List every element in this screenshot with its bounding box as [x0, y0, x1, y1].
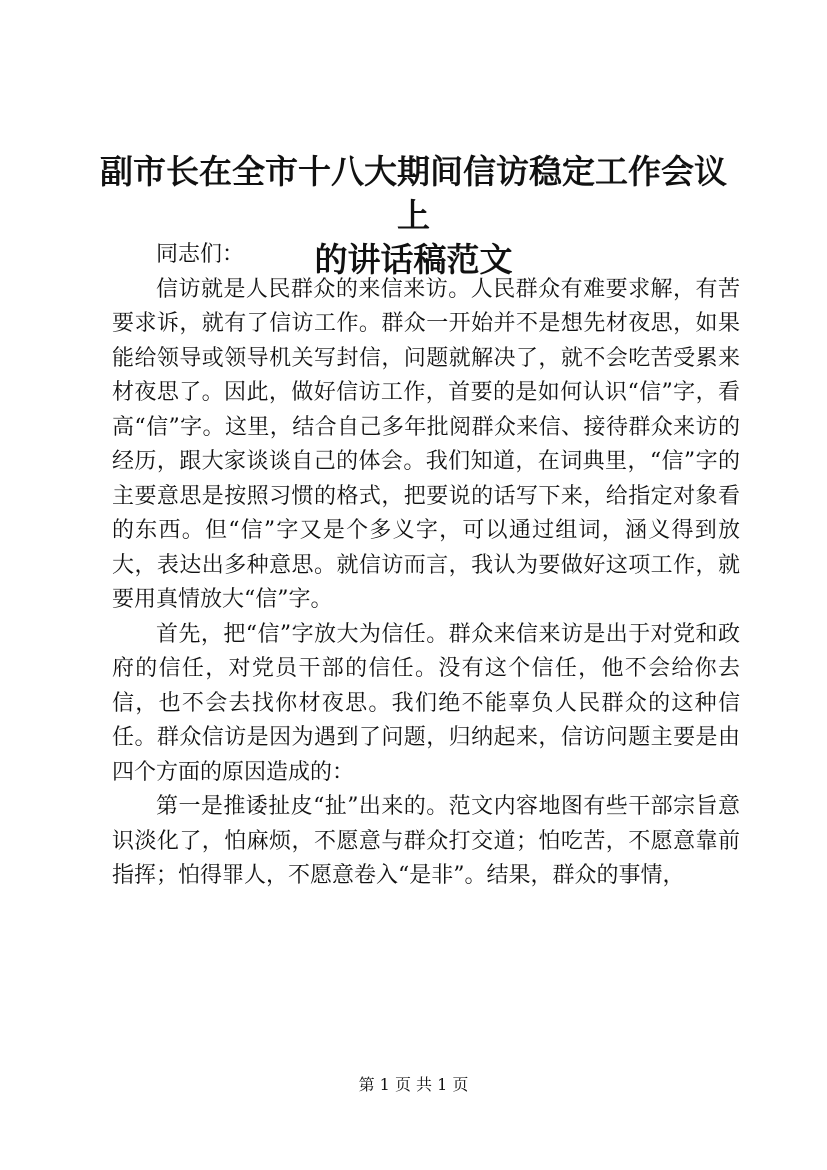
- body-paragraph-1: 信访就是人民群众的来信来访。人民群众有难要求解，有苦要求诉，就有了信访工作。群众一开始并不是想先材夜思，如果能给领导或领导机关写封信，问题就解决了，就不会吃苦受累来材夜思了。因此，做好信访工作，首要的是如何认识“信”字，看高“信”字。这里，结合自己多年批阅群众来信、接待群众来访的经历，跟大家谈谈自己的体会。我们知道，在词典里，“信”字的主要意思是按照习惯的格式，把要说的话写下来，给指定对象看的东西。但“信”字又是个多义字，可以通过组词，涵义得到放大，表达出多种意思。就信访而言，我认为要做好这项工作，就要用真情放大“信”字。: [112, 276, 740, 612]
- title-line-1: 副市长在全市十八大期间信访稳定工作会议上: [100, 152, 727, 235]
- title-line-2: 的讲话稿范文: [314, 240, 513, 279]
- body-paragraph-3: 第一是推诿扯皮“扯”出来的。范文内容地图有些干部宗旨意识淡化了，怕麻烦，不愿意与群众打交道；怕吃苦，不愿意靠前指挥；怕得罪人，不愿意卷入“是非”。结果，群众的事情，: [112, 794, 740, 888]
- document-body: [112, 238, 740, 894]
- page-number-footer: 第 1 页 共 1 页: [358, 1075, 469, 1094]
- body-paragraph-2: 首先，把“信”字放大为信任。群众来信来访是出于对党和政府的信任，对党员干部的信任。没有这个信任，他不会给你去信，也不会去找你材夜思。我们绝不能辜负人民群众的这种信任。群众信访是因为遇到了问题，归纳起来，信访问题主要是由四个方面的原因造成的：: [112, 621, 740, 785]
- salutation-paragraph: 同志们：: [156, 242, 245, 267]
